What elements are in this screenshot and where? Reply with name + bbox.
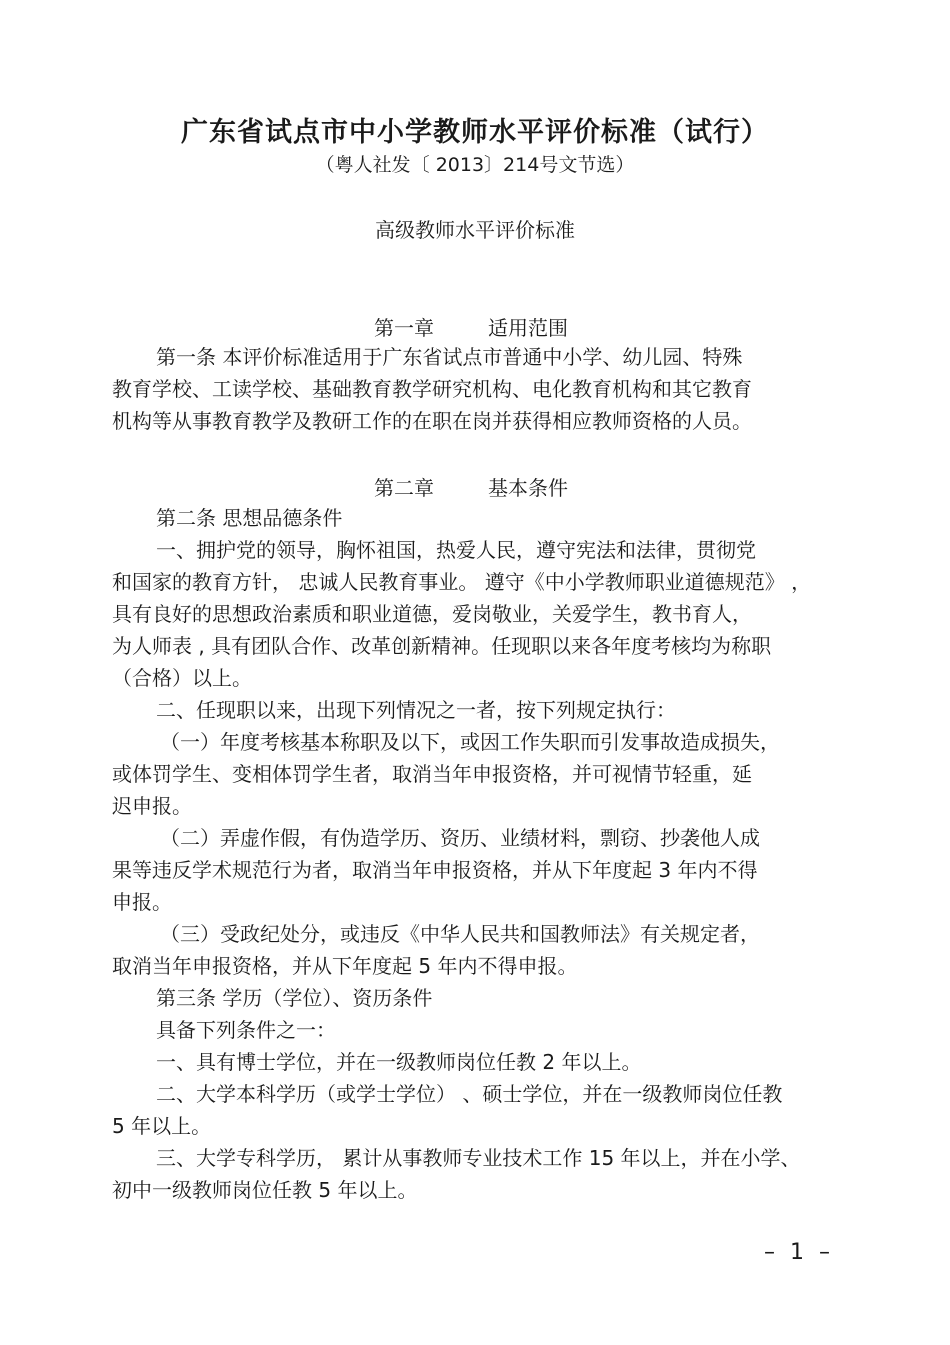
paragraph-line: 初中一级教师岗位任教 5 年以上。 [112,1178,418,1202]
paragraph-line: 一、拥护党的领导，胸怀祖国，热爱人民，遵守宪法和法律，贯彻党 [156,538,756,562]
paragraph-line: 取消当年申报资格，并从下年度起 5 年内不得申报。 [112,954,578,978]
paragraph-line: （一）年度考核基本称职及以下，或因工作失职而引发事故造成损失， [160,730,780,754]
page-number: – 1 – [764,1240,834,1265]
section-title: 高级教师水平评价标准 [375,218,575,242]
paragraph-line: 果等违反学术规范行为者，取消当年申报资格，并从下年度起 3 年内不得 [112,858,758,882]
chapter-2-heading [374,472,568,501]
chapter-1-heading [374,312,568,341]
paragraph-line: 三、大学专科学历， 累计从事教师专业技术工作 15 年以上，并在小学、 [156,1146,801,1170]
article-1-line-1: 第一条 本评价标准适用于广东省试点市普通中小学、幼儿园、特殊 [156,345,743,369]
paragraph-line: 一、具有博士学位，并在一级教师岗位任教 2 年以上。 [156,1050,642,1074]
paragraph-line: 5 年以上。 [112,1114,212,1138]
paragraph-line: 迟申报。 [112,794,192,818]
paragraph-line: 具备下列条件之一： [156,1018,336,1042]
paragraph-line: 二、任现职以来，出现下列情况之一者，按下列规定执行： [156,698,676,722]
paragraph-line: 为人师表 , 具有团队合作、改革创新精神。任现职以来各年度考核均为称职 [112,634,772,658]
paragraph-line: 申报。 [112,890,172,914]
paragraph-line: 具有良好的思想政治素质和职业道德，爱岗敬业，关爱学生，教书育人， [112,602,752,626]
chapter-1-number: 第一章 [374,316,434,340]
article-1-line-3: 机构等从事教育教学及教研工作的在职在岗并获得相应教师资格的人员。 [112,409,752,433]
document-title: 广东省试点市中小学教师水平评价标准（试行） [181,117,769,148]
article-1-line-2: 教育学校、工读学校、基础教育教学研究机构、电化教育机构和其它教育 [112,377,752,401]
chapter-2-number: 第二章 [374,476,434,500]
paragraph-line: 二、大学本科学历（或学士学位） 、硕士学位，并在一级教师岗位任教 [156,1082,783,1106]
paragraph-line: 或体罚学生、变相体罚学生者，取消当年申报资格，并可视情节轻重，延 [112,762,752,786]
document-subtitle: （粤人社发〔 2013〕214号文节选） [315,154,635,176]
chapter-2-name: 基本条件 [488,476,568,500]
paragraph-line: （三）受政纪处分，或违反《中华人民共和国教师法》有关规定者， [160,922,760,946]
paragraph-line: （二）弄虚作假，有伪造学历、资历、业绩材料，剽窃、抄袭他人成 [160,826,760,850]
paragraph-line: （合格）以上。 [112,666,252,690]
paragraph-line: 和国家的教育方针， 忠诚人民教育事业。 遵守《中小学教师职业道德规范》 ， [112,570,812,594]
chapter-1-name: 适用范围 [488,316,568,340]
article-2-heading: 第二条 思想品德条件 [156,506,343,530]
article-3-heading: 第三条 学历（学位）、资历条件 [156,986,433,1010]
